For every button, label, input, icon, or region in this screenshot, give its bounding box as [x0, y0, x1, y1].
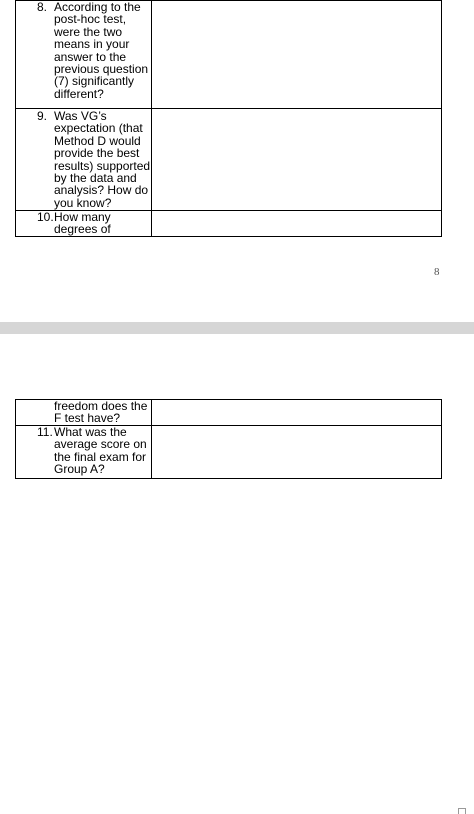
table-row	[16, 1, 442, 109]
question-cell-9	[16, 109, 152, 211]
question-text: Was VG’s expectation (that Method D would provide the best results) supported by the data and analysis? How do you know?	[54, 109, 151, 210]
answer-cell-9[interactable]	[152, 109, 442, 211]
question-cell-10	[16, 211, 152, 237]
questions-table	[15, 0, 442, 237]
answer-cell-10[interactable]	[152, 211, 442, 237]
answer-cell-8[interactable]	[152, 1, 442, 109]
question-number: 9.	[37, 109, 48, 123]
table-row	[16, 109, 442, 211]
table-row	[16, 211, 442, 237]
answer-cell-11[interactable]	[152, 426, 442, 479]
question-number: 10.	[37, 210, 54, 224]
document-page-9	[0, 334, 474, 479]
question-10-continuation: freedom does the F test have?	[54, 399, 148, 426]
question-9	[16, 109, 151, 209]
question-8	[16, 1, 151, 100]
questions-table-continued	[15, 399, 442, 479]
question-text: How many degrees of	[54, 210, 111, 237]
page-number: 8	[434, 266, 440, 278]
question-text: What was the average score on the final exam for Group A?	[54, 425, 147, 477]
question-cell-10-continued	[16, 400, 152, 426]
question-cell-8	[16, 1, 152, 109]
question-cell-11	[16, 426, 152, 479]
document-page-8	[0, 0, 474, 322]
answer-cell-10-continued[interactable]	[152, 400, 442, 426]
question-number: 8.	[37, 0, 48, 14]
question-text: According to the post-hoc test, were the two means in your answer to the previous question (7) significantly different?	[54, 0, 149, 101]
scroll-corner-mark	[458, 808, 466, 814]
page-separator	[0, 322, 474, 334]
table-row	[16, 426, 442, 479]
question-11	[16, 426, 151, 476]
table-row	[16, 400, 442, 426]
question-10	[16, 211, 151, 236]
question-number: 11.	[37, 425, 53, 439]
